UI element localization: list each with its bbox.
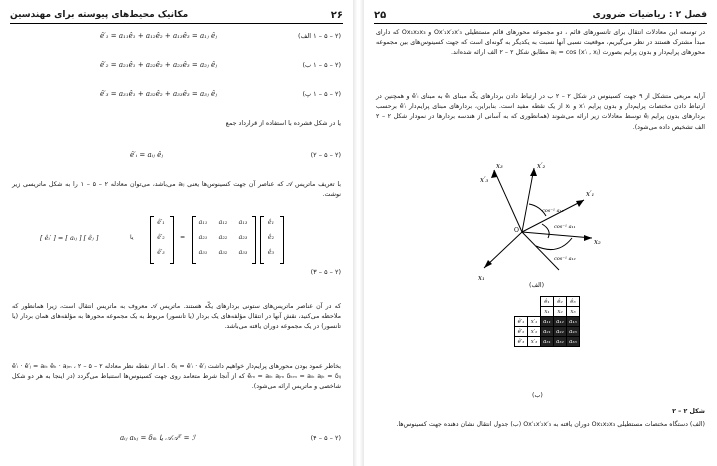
matrix-cell: ê₁ [267, 219, 275, 226]
table-header-cell: ê₃ [567, 297, 580, 307]
table-cell: a₂₂ [554, 327, 567, 337]
paragraph-matrix-intro: با تعریف ماتریس 𝒜 که عناصر آن جهت کسینوس‌ها یعنی aᵢⱼ می‌باشد، می‌توان معادله ۲ – ۵ – ۱ را به شکل ماتریسی زیر نوشت. [12, 181, 342, 199]
equation-formula: ê′₃ = a₃₁ê₁ + a₃₂ê₂ + a₃₃ê₃ = a₃ⱼ êⱼ [100, 90, 218, 98]
table-cell: a₁₁ [541, 317, 554, 327]
paragraph-direction-cosines: آرایه مربعی متشکل از ۹ جهت کسینوس در شکل ۲ – ۲ ب در ارتباط دادن بردارهای یکّه مبنای êᵢ به مبنای ê′ᵢ و همچنین در ارتباط دادن مختصات پرایم‌دار و بدون پرایم x′ᵢ و xᵢ از یک نقطه مفید است. بنابراین، بردارهای مبنای پرایم‌دار ê′ᵢ برحسب بردارهای بدون پرایم êⱼ توسط معادلات زیر ارائه می‌شوند (همانطوری که به آسانی از هندسه بردارها در نمودار شکل ۲ – ۲ الف تشخیص داده می‌شود). [376, 93, 705, 131]
figure-2-2a-axes [474, 160, 614, 285]
table-cell: a₁₂ [554, 317, 567, 327]
equation-2-5-3 [10, 268, 343, 280]
axis-x1-prime [522, 232, 559, 270]
table-cell: a₃₂ [554, 337, 567, 347]
matrix-equation-compact: [ êᵢ′ ] = [ aᵢⱼ ] [ êⱼ ] [40, 234, 99, 242]
running-head: مکانیک محیط‌های پیوسته برای مهندسین [10, 10, 189, 20]
page-number: ۲۶ [330, 9, 343, 21]
origin-label: O [514, 227, 519, 234]
running-head: فصل ۲ : ریاضیات ضروری [592, 10, 707, 20]
table-cell: a₂₁ [541, 327, 554, 337]
matrix-equation-or: یا [130, 234, 134, 241]
equation-2-5-1a [10, 32, 343, 44]
axis-x3 [494, 170, 522, 232]
right-bracket [280, 216, 284, 264]
matrix-cell: a₁₂ [218, 219, 228, 226]
matrix-cell: a₁₁ [198, 219, 208, 226]
axis-label: x′₁ [586, 190, 595, 198]
row-label: ê′₁ [515, 317, 528, 327]
axis-label: x₂ [594, 238, 601, 246]
matrix-cell: a₃₃ [238, 249, 248, 256]
matrix-cell: a₃₂ [218, 249, 228, 256]
table-row [515, 337, 580, 347]
axis-label: x′₂ [537, 162, 546, 170]
table-header-cell: x₁ [541, 307, 554, 317]
table-row [515, 327, 580, 337]
table-cell: a₁₃ [567, 317, 580, 327]
angle-label: cos⁻¹ a₁₁ [554, 224, 576, 230]
figure-caption: (الف) دستگاه مختصات مستطیلی Ox₁x₂x₃ دوران یافته به Ox′₁x′₂x′₃ (ب) جدول انتقال نشان دهنده جهت کسینوس‌ها. [396, 421, 705, 428]
row-label: x′₂ [528, 327, 541, 337]
table-cell: a₂₃ [567, 327, 580, 337]
equation-label: (۲ – ۵ – ۴) [310, 434, 341, 442]
axis-x2-prime [522, 168, 534, 232]
table-header-cell: x₃ [567, 307, 580, 317]
table-header-cell: x₂ [554, 307, 567, 317]
matrix-cell: a₃₁ [198, 249, 208, 256]
page-26 [0, 0, 353, 466]
axis-label: x₃ [496, 162, 503, 170]
equation-label: (۲ – ۵ – ۱ پ) [302, 90, 341, 98]
matrix-cell: a₁₃ [238, 219, 248, 226]
table-cell: a₃₁ [541, 337, 554, 347]
table-cell: a₃₃ [567, 337, 580, 347]
arrowhead [530, 168, 537, 176]
angle-label: cos⁻¹ a₁₃ [542, 208, 564, 214]
equation-label: (۲ – ۵ – ۱ الف) [298, 32, 341, 40]
angle-label: cos⁻¹ a₁₂ [554, 256, 576, 262]
axis-label: x₁ [478, 274, 485, 282]
figure-b-caption: (ب) [532, 392, 543, 399]
equation-formula: ê′₁ = a₁₁ê₁ + a₁₂ê₂ + a₁₃ê₃ = a₁ⱼ êⱼ [100, 32, 218, 40]
paragraph-transformation-matrix: که در آن عناصر ماتریس‌های ستونی بردارهای یکّه هستند. ماتریس 𝒜 معروف به ماتریس انتقال است، زیرا همانطور که ملاحظه می‌کنید، نقش آنها در انتقال مؤلفه‌های یک بردار (یا تانسور) مربوط به یک مجموعه محورها به مؤلفه‌های همان بردار (یا تانسور) در یک مجموعه دوران یافته می‌باشد. [12, 303, 342, 331]
paragraph-orthogonality: بخاطر عمود بودن محورهای پرایم‌دار خواهیم داشت δᵢⱼ = ê′ᵢ · ê′ⱼ . اما از نقطه نظر معادله ۲ – ۵ – ۲ ، ê′ᵢ · ê′ⱼ = aᵢₖ êₖ · aⱼₘ êₘ = aᵢₖ aⱼₘ δₖₘ = aᵢₖ aⱼₖ = δᵢⱼ که از آنجا شرط متعامد روی جهت کسینوس‌ها استنباط می‌گردد (در اینجا به هر دو شکل شاخصی و ماتریس ارائه می‌شود). [12, 363, 342, 391]
equation-formula: aᵢⱼ aₖⱼ = δᵢₖ یا 𝒜𝒜ᵀ = ℐ [120, 434, 196, 442]
table-header-cell: ê₁ [541, 297, 554, 307]
right-bracket [252, 216, 256, 264]
table-row [515, 317, 580, 327]
figure-2-2b-table [514, 296, 580, 347]
page-number: ۲۵ [374, 9, 387, 21]
row-label: x′₃ [528, 337, 541, 347]
matrix-cell: ê′₂ [157, 234, 165, 241]
matrix-cell: a₂₂ [218, 234, 228, 241]
figure-a-caption: (الف) [529, 282, 545, 289]
row-label: x′₁ [528, 317, 541, 327]
equation-2-5-4 [10, 434, 343, 446]
equation-2-5-1c [10, 90, 343, 102]
angle-arc [542, 224, 549, 238]
equals-sign: = [180, 234, 186, 241]
matrix-cell: ê′₁ [157, 219, 165, 226]
paragraph-intro: در توسعه این معادلات انتقال برای تانسورهای قائم ، دو مجموعه محورهای قائم مستطیلی Ox′₁x′₂x′₃ و Ox₁x₂x₃ که دارای مبدأ مشترک هستند در نظر می‌گیریم، موقعیت نسبی آنها نسبت به یکدیگر به گونه‌ای است که جهت کسینوس‌های بین مجموعه محورهای پرایم‌دار و بدون پرایم بصورت aᵢⱼ = cos (x′ᵢ , xⱼ) مطابق شکل ۲ – ۲ الف ارائه شده‌اند. [376, 29, 705, 57]
equation-formula: ê′ᵢ = aᵢⱼ êⱼ [130, 151, 164, 159]
axis-x2 [522, 232, 592, 238]
equation-label: (۲ – ۵ – ۳) [310, 268, 341, 276]
equation-formula: ê′₂ = a₂₁ê₁ + a₂₂ê₂ + a₂₃ê₃ = a₂ⱼ êⱼ [100, 61, 218, 69]
paragraph-summation: یا در شکل فشرده با استفاده از قرارداد جمع [225, 120, 341, 127]
angle-arc [536, 238, 572, 250]
equation-2-5-1b [10, 61, 343, 73]
matrix-equation [40, 216, 300, 266]
row-label: ê′₂ [515, 327, 528, 337]
header-rule [10, 23, 343, 24]
equation-2-5-2 [10, 151, 343, 163]
matrix-cell: ê₂ [267, 234, 275, 241]
equation-label: (۲ – ۵ – ۱ ب) [302, 61, 341, 69]
matrix-cell: ê₃ [267, 249, 275, 256]
row-label: ê′₃ [515, 337, 528, 347]
matrix-cell: a₂₃ [238, 234, 248, 241]
page-header [374, 8, 707, 22]
page-header [10, 8, 343, 22]
book-gutter [353, 0, 364, 466]
axis-label: x′₃ [480, 176, 489, 184]
equation-label: (۲ – ۵ – ۲) [310, 151, 341, 159]
figure-title: شکل ۲ – ۲ [672, 408, 705, 415]
matrix-cell: a₂₁ [198, 234, 208, 241]
table-header-cell: ê₂ [554, 297, 567, 307]
page-25 [364, 0, 717, 466]
right-bracket [170, 216, 174, 264]
arrowhead [584, 235, 592, 241]
matrix-cell: ê′₃ [157, 249, 165, 256]
header-rule [374, 23, 707, 24]
